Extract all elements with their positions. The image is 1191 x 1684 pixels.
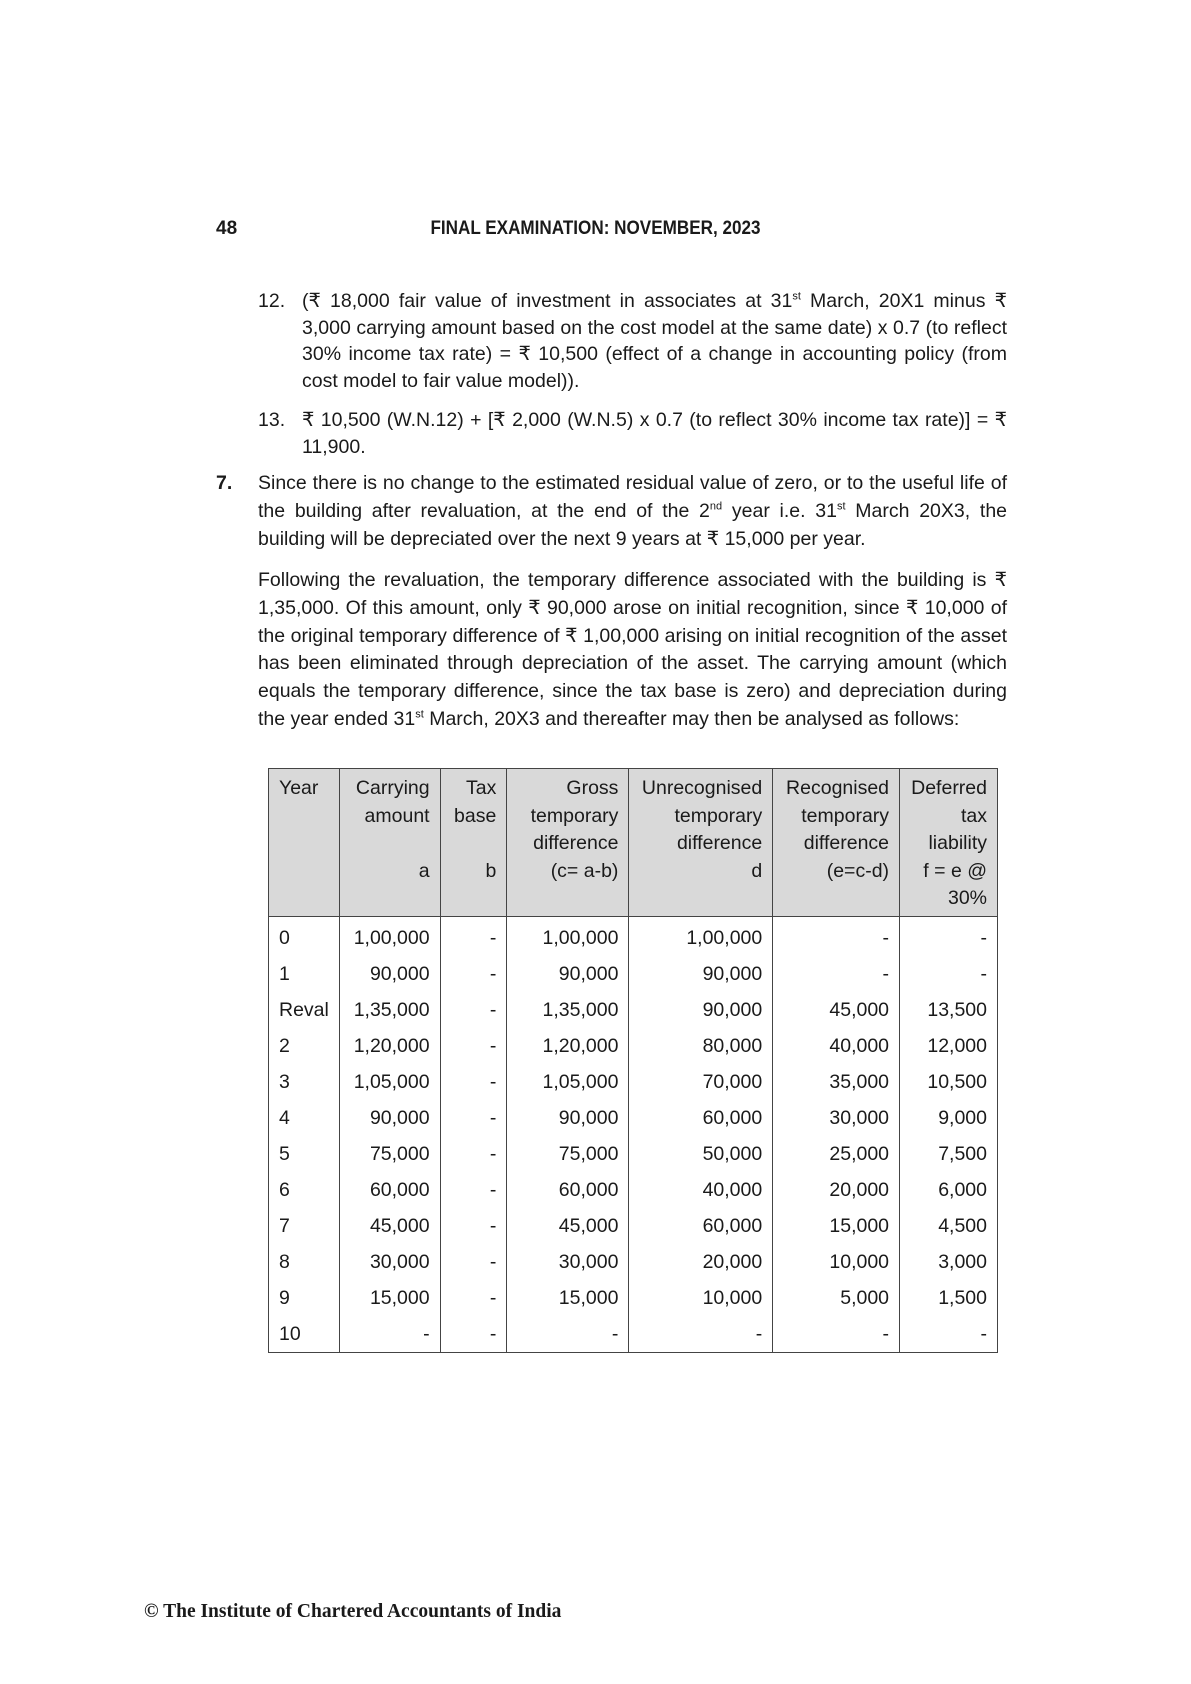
table-cell: 1,20,000 xyxy=(507,1028,629,1064)
table-cell: 20,000 xyxy=(773,1172,900,1208)
table-cell: 1,35,000 xyxy=(339,992,440,1028)
paragraph-text: year i.e. 31 xyxy=(722,499,837,522)
column-header-line: (e=c-d) xyxy=(826,859,890,882)
table-cell: 1,00,000 xyxy=(507,916,629,956)
table-cell: 60,000 xyxy=(629,1100,773,1136)
column-header xyxy=(900,769,998,917)
table-cell: 6 xyxy=(269,1172,340,1208)
column-header-line xyxy=(451,830,497,858)
table-cell: 75,000 xyxy=(339,1136,440,1172)
table-cell: - xyxy=(773,1316,900,1353)
table-cell: - xyxy=(773,916,900,956)
column-header xyxy=(269,769,340,917)
page-header-title: FINAL EXAMINATION: NOVEMBER, 2023 xyxy=(430,218,761,239)
column-header xyxy=(629,769,773,917)
table-header-row xyxy=(269,769,998,917)
table-cell: 80,000 xyxy=(629,1028,773,1064)
table-cell: - xyxy=(440,992,507,1028)
column-header-line: temporary xyxy=(801,804,890,827)
table-cell: - xyxy=(440,1064,507,1100)
table-row xyxy=(269,1208,998,1244)
table-cell: 45,000 xyxy=(507,1208,629,1244)
column-header-line: b xyxy=(485,859,497,882)
column-header-line: temporary xyxy=(674,804,763,827)
table-cell: - xyxy=(440,1172,507,1208)
column-header-line: tax xyxy=(960,804,987,827)
question-number: 7. xyxy=(216,472,233,494)
table-cell: 90,000 xyxy=(507,956,629,992)
table-cell: 30,000 xyxy=(339,1244,440,1280)
table-cell: 70,000 xyxy=(629,1064,773,1100)
answer-paragraph-1 xyxy=(258,470,1007,553)
table-cell: 60,000 xyxy=(629,1208,773,1244)
deferred-tax-table xyxy=(268,768,998,1353)
table-cell: 90,000 xyxy=(507,1100,629,1136)
table-cell: 40,000 xyxy=(773,1028,900,1064)
column-header-line: liability xyxy=(928,832,987,854)
table-cell: 90,000 xyxy=(339,956,440,992)
column-header xyxy=(773,769,900,917)
working-note-text: (₹ 18,000 fair value of investment in associates at 31 xyxy=(302,290,793,312)
table-cell: 2 xyxy=(269,1028,340,1064)
column-header-line: Year xyxy=(279,777,319,799)
table-row xyxy=(269,1064,998,1100)
table-cell: 6,000 xyxy=(900,1172,998,1208)
table-cell: 10,500 xyxy=(900,1064,998,1100)
working-notes-list xyxy=(258,288,1007,473)
table-cell: - xyxy=(440,1136,507,1172)
column-header-line: difference xyxy=(803,832,890,854)
answer-paragraph-2 xyxy=(258,567,1007,734)
table-row xyxy=(269,1244,998,1280)
table-cell: 20,000 xyxy=(629,1244,773,1280)
table-cell: - xyxy=(440,1316,507,1353)
table-cell: - xyxy=(440,1028,507,1064)
table-cell: 1,35,000 xyxy=(507,992,629,1028)
table-cell: 45,000 xyxy=(773,992,900,1028)
table-cell: - xyxy=(440,916,507,956)
column-header-line: Unrecognised xyxy=(641,777,763,799)
table-row xyxy=(269,992,998,1028)
table-cell: 4,500 xyxy=(900,1208,998,1244)
column-header-line: d xyxy=(751,859,763,882)
column-header xyxy=(507,769,629,917)
table-cell: 12,000 xyxy=(900,1028,998,1064)
table-cell: 4 xyxy=(269,1100,340,1136)
table-cell: 1,05,000 xyxy=(339,1064,440,1100)
paragraph-text: March, 20X3 and thereafter may then be analysed as follows: xyxy=(423,707,960,730)
table-cell: 25,000 xyxy=(773,1136,900,1172)
column-header-line: a xyxy=(418,859,430,882)
column-header-line: 30% xyxy=(947,887,987,909)
working-note-13 xyxy=(258,407,1007,460)
table-cell: 15,000 xyxy=(773,1208,900,1244)
table-cell: 8 xyxy=(269,1244,340,1280)
working-note-12 xyxy=(258,288,1007,394)
table-cell: 1,05,000 xyxy=(507,1064,629,1100)
column-header-line: difference xyxy=(533,832,619,854)
table-cell: - xyxy=(900,956,998,992)
table-cell: - xyxy=(507,1316,629,1353)
table-body xyxy=(269,916,998,1352)
table-cell: - xyxy=(773,956,900,992)
table-cell: Reval xyxy=(269,992,340,1028)
table-cell: - xyxy=(440,956,507,992)
table-cell: 15,000 xyxy=(507,1280,629,1316)
table-row xyxy=(269,1136,998,1172)
table-cell: 90,000 xyxy=(629,956,773,992)
table-cell: 0 xyxy=(269,916,340,956)
table-cell: 3,000 xyxy=(900,1244,998,1280)
ordinal-suffix: st xyxy=(792,290,801,303)
table-cell: 75,000 xyxy=(507,1136,629,1172)
table-cell: - xyxy=(440,1280,507,1316)
table-cell: - xyxy=(900,916,998,956)
table-cell: - xyxy=(339,1316,440,1353)
table-cell: 10,000 xyxy=(773,1244,900,1280)
table-cell: 13,500 xyxy=(900,992,998,1028)
table-cell: - xyxy=(629,1316,773,1353)
table-row xyxy=(269,1028,998,1064)
table-cell: 90,000 xyxy=(339,1100,440,1136)
column-header-line: Gross xyxy=(566,777,619,799)
column-header-line: base xyxy=(454,804,497,827)
table-row xyxy=(269,1172,998,1208)
column-header-line xyxy=(350,830,430,858)
ordinal-suffix: nd xyxy=(709,500,723,513)
working-note-text-cont: March, 20X1 minus ₹ 3,000 carrying amount based on the cost model at the same date) x 0.7 (to reflect 30% income tax rate) = ₹ 10,500 (effect of a change in accounting policy (from cost model to fair value model)). xyxy=(302,290,1007,392)
table-cell: 45,000 xyxy=(339,1208,440,1244)
table-cell: 30,000 xyxy=(773,1100,900,1136)
table-cell: 9,000 xyxy=(900,1100,998,1136)
column-header-line: Deferred xyxy=(911,777,987,799)
working-note-text: ₹ 10,500 (W.N.12) + [₹ 2,000 (W.N.5) x 0.7 (to reflect 30% income tax rate)] = ₹ 11,900. xyxy=(302,409,1007,458)
column-header-line: f = e @ xyxy=(923,859,987,882)
table-cell: 60,000 xyxy=(507,1172,629,1208)
table-row xyxy=(269,1100,998,1136)
paragraph-text: March 20X3, the building will be depreciated over the next 9 years at ₹ 15,000 per year. xyxy=(258,499,1008,550)
table-cell: 40,000 xyxy=(629,1172,773,1208)
table-cell: 5 xyxy=(269,1136,340,1172)
table-row xyxy=(269,1316,998,1353)
column-header-line: Tax xyxy=(465,777,497,799)
table-cell: 7 xyxy=(269,1208,340,1244)
table-cell: 1,20,000 xyxy=(339,1028,440,1064)
table-cell: 5,000 xyxy=(773,1280,900,1316)
working-note-number: 13. xyxy=(258,409,286,431)
table-row xyxy=(269,956,998,992)
column-header-line: temporary xyxy=(530,804,619,827)
table-cell: 10,000 xyxy=(629,1280,773,1316)
table-row xyxy=(269,916,998,956)
paragraph-text: Following the revaluation, the temporary difference associated with the building is ₹ 1,35,000. Of this amount, only ₹ 90,000 arose on initial recognition, since ₹ 10,000 of the original temporary difference of ₹ 1,00,000 arising on initial recognition of the asset has been eliminated through depreciation of the asset. The carrying amount (which equals the temporary difference, since the tax base is zero) and depreciation during the year ended 31 xyxy=(258,569,1007,730)
table-cell: - xyxy=(440,1244,507,1280)
table-cell: 10 xyxy=(269,1316,340,1353)
page-number: 48 xyxy=(216,218,238,239)
table-cell: 60,000 xyxy=(339,1172,440,1208)
column-header xyxy=(339,769,440,917)
table-cell: 1,00,000 xyxy=(629,916,773,956)
table-cell: 1,500 xyxy=(900,1280,998,1316)
table-cell: 9 xyxy=(269,1280,340,1316)
paragraph-text: Since there is no change to the estimated residual value of zero, or to the useful life of the building after revaluation, at the end of the 2 xyxy=(258,472,1007,522)
table-cell: 90,000 xyxy=(629,992,773,1028)
table-cell: - xyxy=(900,1316,998,1353)
table-cell: 1 xyxy=(269,956,340,992)
ordinal-suffix: st xyxy=(415,708,424,721)
table-cell: - xyxy=(440,1100,507,1136)
table-cell: 30,000 xyxy=(507,1244,629,1280)
table-cell: - xyxy=(440,1208,507,1244)
column-header xyxy=(440,769,507,917)
column-header-line: amount xyxy=(364,804,430,827)
column-header-line: Recognised xyxy=(786,777,890,799)
table-row xyxy=(269,1280,998,1316)
table-cell: 50,000 xyxy=(629,1136,773,1172)
table-cell: 3 xyxy=(269,1064,340,1100)
working-note-number: 12. xyxy=(258,290,286,312)
column-header-line: (c= a-b) xyxy=(550,859,619,882)
table-cell: 35,000 xyxy=(773,1064,900,1100)
ordinal-suffix: st xyxy=(837,500,846,513)
table-cell: 7,500 xyxy=(900,1136,998,1172)
table-cell: 15,000 xyxy=(339,1280,440,1316)
table-cell: 1,00,000 xyxy=(339,916,440,956)
footer-copyright: © The Institute of Chartered Accountants of India xyxy=(144,1601,562,1622)
column-header-line: difference xyxy=(676,832,763,854)
column-header-line: Carrying xyxy=(355,777,430,799)
